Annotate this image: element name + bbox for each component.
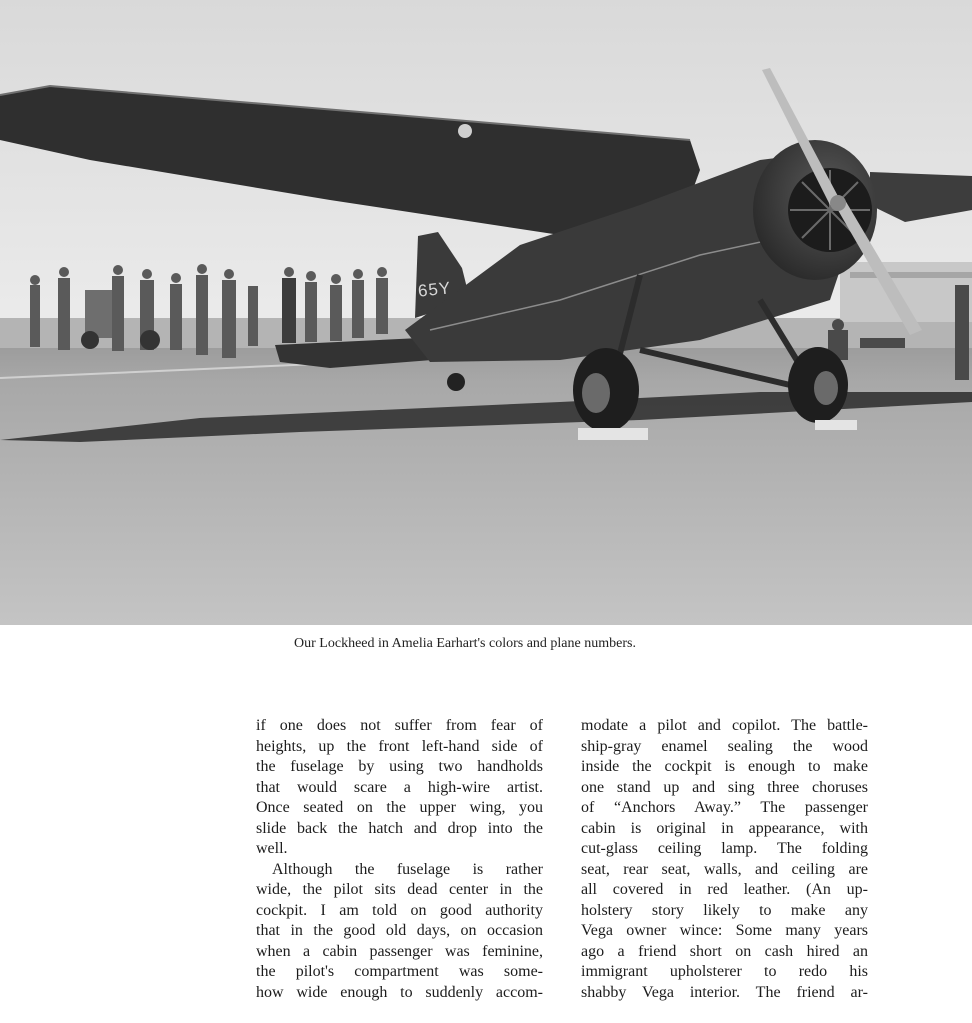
text-column-left xyxy=(256,716,543,1003)
text-line: inside the cockpit is enough to make xyxy=(581,758,868,775)
text-line: well. xyxy=(256,840,288,857)
text-line: how wide enough to suddenly accom- xyxy=(256,983,543,1001)
text-line: cockpit. I am told on good authority xyxy=(256,901,543,919)
text-line: holstery story likely to make any xyxy=(581,901,868,919)
text-line: that would scare a high-wire artist. xyxy=(256,778,543,796)
text-line: ago a friend short on cash hired an xyxy=(581,942,868,960)
text-line: modate a pilot and copilot. The battle- xyxy=(581,717,868,734)
text-line: the fuselage by using two handholds xyxy=(256,758,543,775)
text-line: Vega owner wince: Some many years xyxy=(581,922,868,939)
text-line: when a cabin passenger was feminine, xyxy=(256,942,543,960)
text-line: ship-gray enamel sealing the wood xyxy=(581,737,868,755)
tail-number: 65Y xyxy=(417,278,453,301)
text-line: shabby Vega interior. The friend ar- xyxy=(581,983,868,1001)
text-line: slide back the hatch and drop into the xyxy=(256,819,543,837)
text-line: if one does not suffer from fear of xyxy=(256,717,543,734)
text-line: the pilot's compartment was some- xyxy=(256,963,543,980)
text-line: that in the good old days, on occasion xyxy=(256,922,543,939)
tail-wheel xyxy=(447,373,465,391)
text-line: wide, the pilot sits dead center in the xyxy=(256,881,543,898)
text-column-right xyxy=(581,716,868,1003)
text-line: seat, rear seat, walls, and ceiling are xyxy=(581,860,868,878)
text-line: immigrant upholsterer to redo his xyxy=(581,963,868,980)
text-line: cut-glass ceiling lamp. The folding xyxy=(581,840,868,857)
text-line: of “Anchors Away.” The passenger xyxy=(581,799,868,816)
text-line: Although the fuselage is rather xyxy=(272,860,543,878)
photo-caption: Our Lockheed in Amelia Earhart's colors and plane numbers. xyxy=(294,636,636,651)
text-line: Once seated on the upper wing, you xyxy=(256,799,543,816)
text-line: cabin is original in appearance, with xyxy=(581,819,868,837)
text-line: one stand up and sing three choruses xyxy=(581,778,868,796)
text-line: all covered in red leather. (An up- xyxy=(581,881,868,898)
text-line: heights, up the front left-hand side of xyxy=(256,737,543,755)
